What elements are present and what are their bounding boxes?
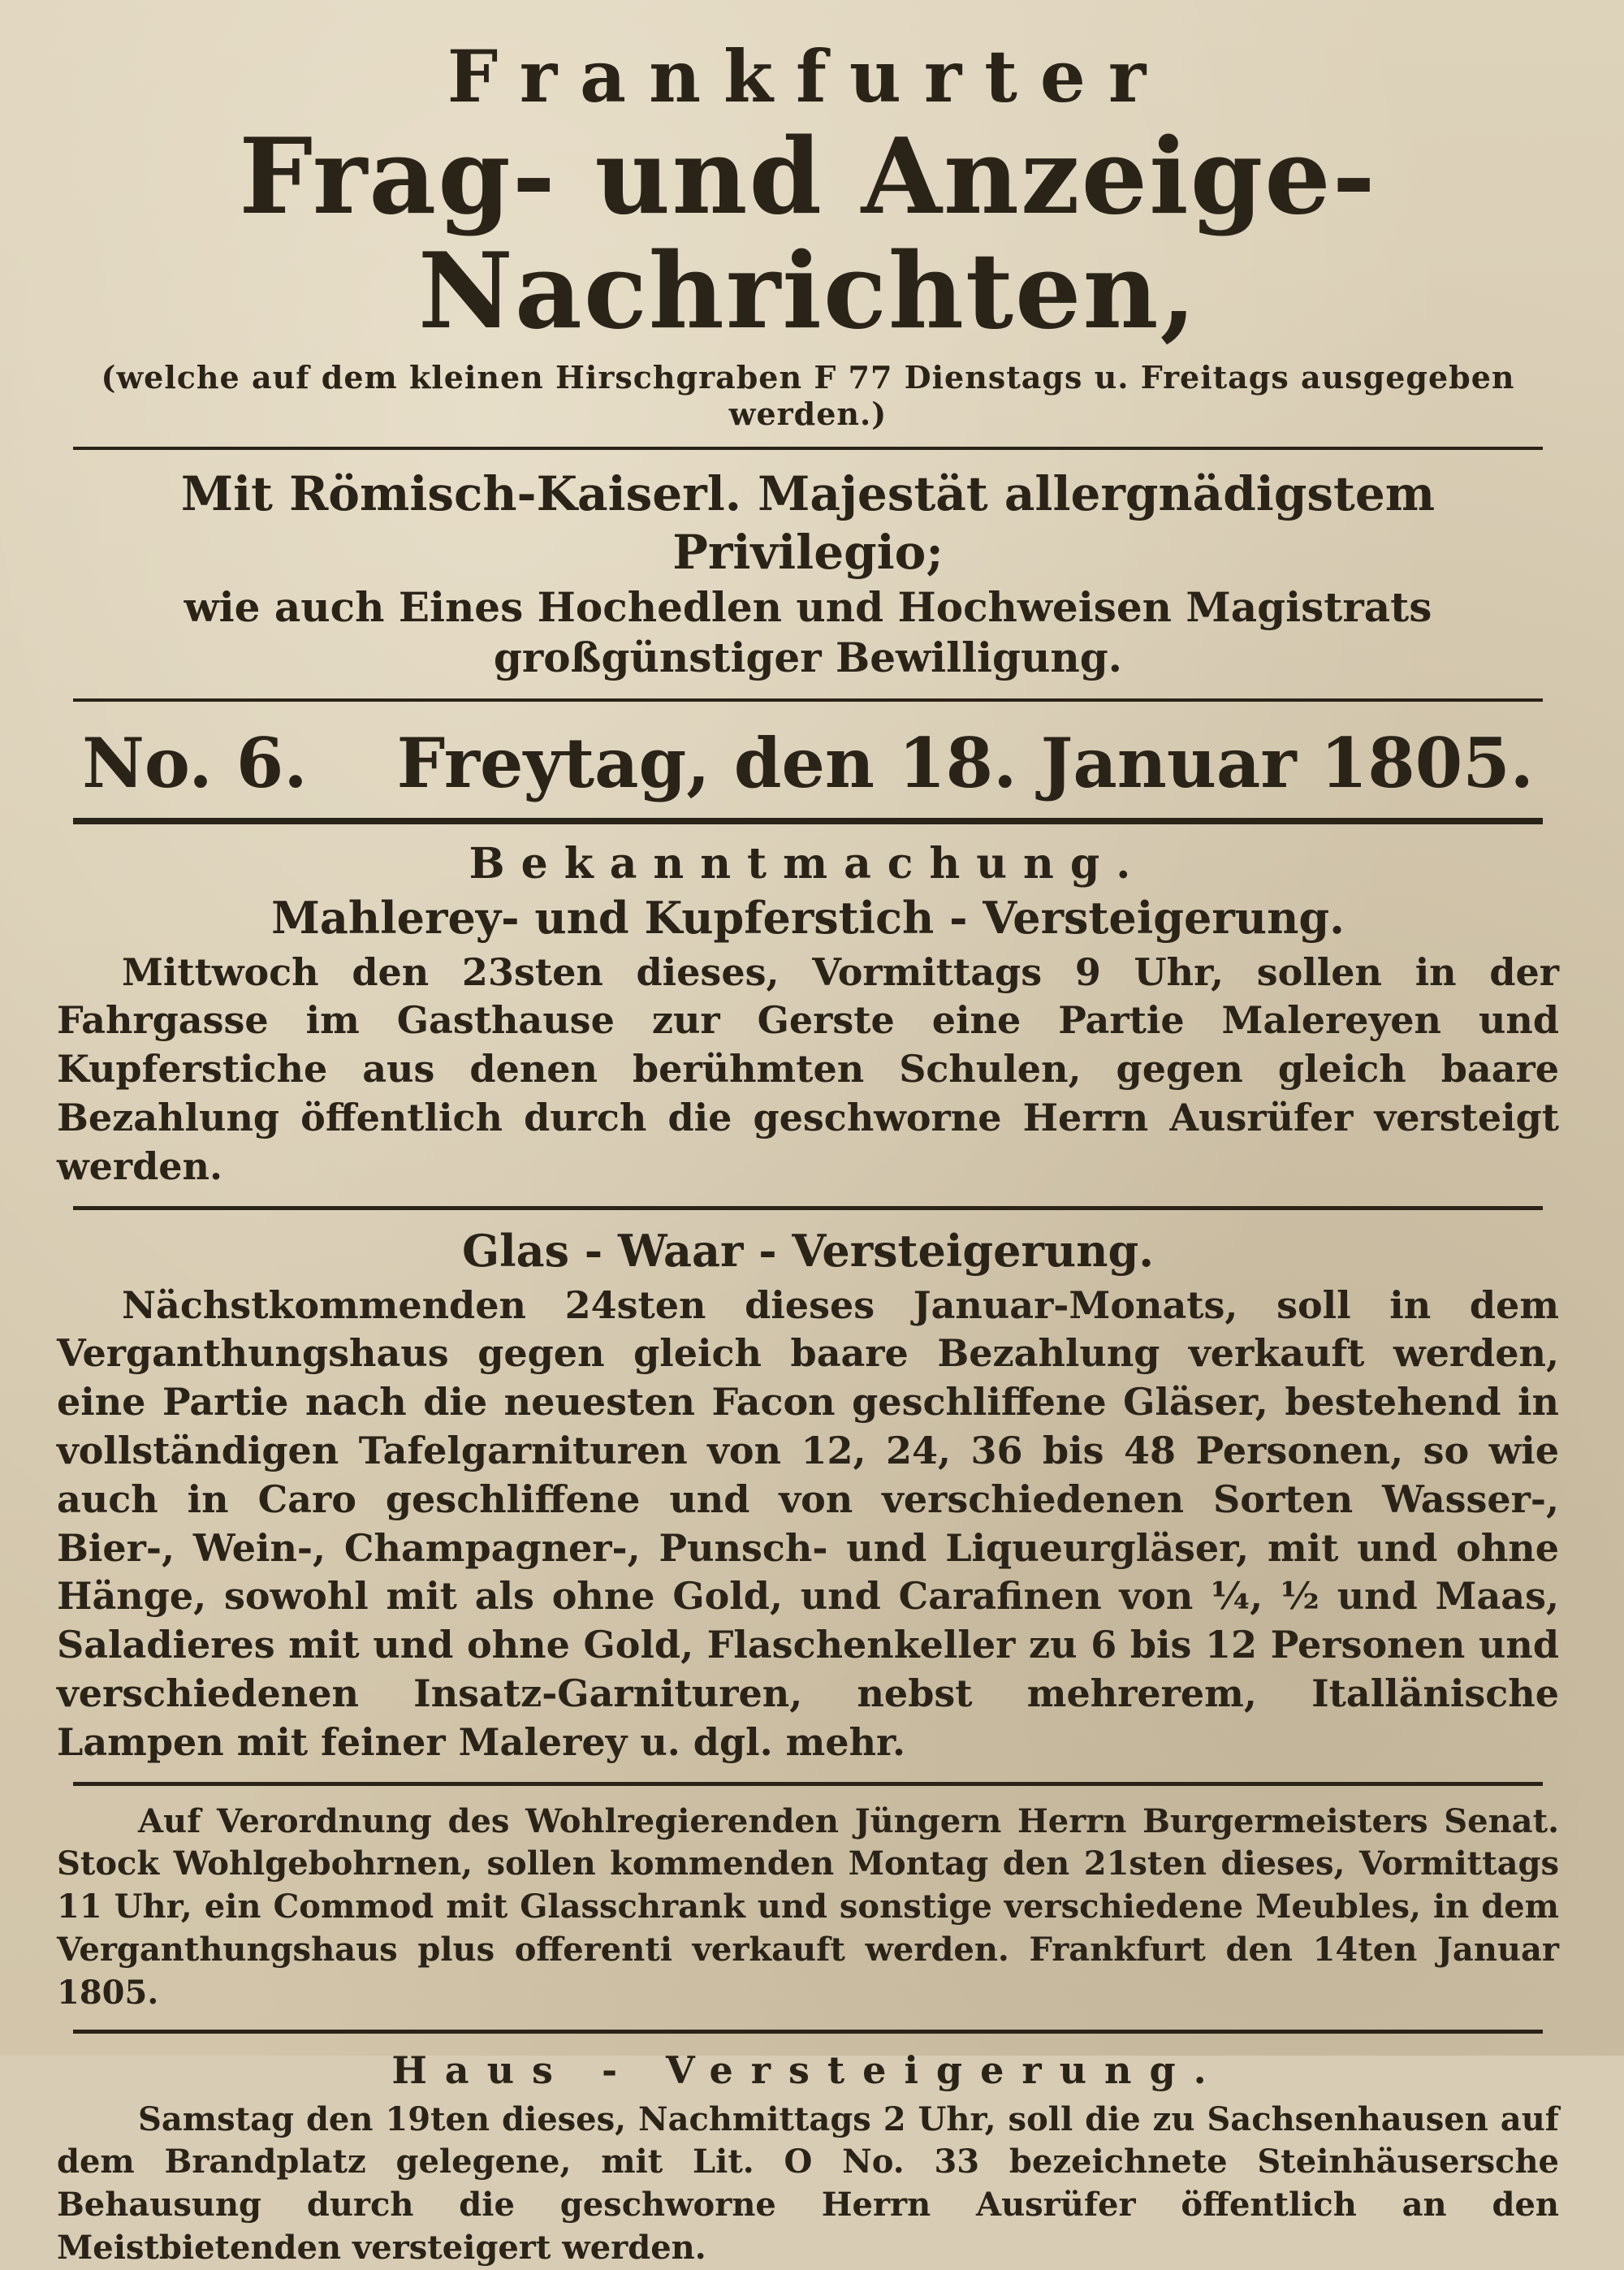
masthead-subtitle: (welche auf dem kleinen Hirschgraben F 77 Dienstags u. Freitags ausgegeben werden.) [101,358,1515,432]
issue-line [49,723,1567,803]
divider [73,698,1543,702]
announcement-text: Mittwoch den 23sten dieses, Vormittags 9 Uhr, sollen in der Fahrgasse im Gasthause zur Gerste eine Partie Malereyen und Kupferstiche aus denen berühmten Schulen, gegen gleich baare Bezahlung öffentlich durch die geschworne Herrn Ausrüfer versteigt werden. [57,949,1559,1188]
masthead-city: Frankfurter [447,34,1169,119]
house-auction-text: Samstag den 19ten dieses, Nachmittags 2 Uhr, soll die zu Sachsenhausen auf dem Brandplatz gelegene, mit Lit. O No. 33 bezeichnete Steinhäusersche Behausung durch die geschworne Herrn Ausrüfer öffentlich an den Meistbietenden versteigert werden. [57,2099,1559,2267]
divider [73,818,1543,824]
privilege-line-1: Mit Römisch-Kaiserl. Majestät allergnädigstem Privilegio; [180,465,1436,581]
divider [73,2030,1543,2034]
divider [73,447,1543,450]
house-auction-title: Haus - Versteigerung. [391,2047,1224,2092]
privilege-line-2: wie auch Eines Hochedlen und Hochweisen Magistrats großgünstiger Bewilligung. [184,582,1432,682]
announcement-subtitle: Mahlerey- und Kupferstich - Versteigerung. [271,891,1345,944]
issue-date: Freytag, den 18. Januar 1805. [396,722,1534,803]
glass-auction-text: Nächstkommenden 24sten dieses Januar-Monats, soll in dem Verganthungshaus gegen gleich baare Bezahlung verkauft werden, eine Partie nach die neuesten Facon geschliffene Gläser, bestehend in vollständigen Tafelgarnituren von 12, 24, 36 bis 48 Personen, so wie auch in Caro geschliffene und von verschiedenen Sorten Wasser-, Bier-, Wein-, Champagner-, Punsch- und Liqueurgläser, mit und ohne Hänge, sowohl mit als ohne Gold, und Carafinen von ¼, ½ und Maas, Saladieres mit und ohne Gold, Flaschenkeller zu 6 bis 12 Personen und verschiedenen Insatz-Garnituren, nebst mehrerem, Itallänische Lampen mit feiner Malerey u. dgl. mehr. [57,1282,1559,1764]
furniture-auction-text: Auf Verordnung des Wohlregierenden Jüngern Herrn Burgermeisters Senat. Stock Wohlgebohrnen, sollen kommenden Montag den 21sten dieses, Vormittags 11 Uhr, ein Commod mit Glasschrank und sonstige verschiedene Meubles, in dem Verganthungshaus plus offerenti verkauft werden. Frankfurt den 14ten Januar 1805. [57,1801,1559,2012]
glass-auction-title: Glas - Waar - Versteigerung. [461,1224,1155,1277]
divider [73,1206,1543,1210]
divider [73,1782,1543,1786]
issue-number: No. 6. [82,722,308,803]
masthead-title: Frag- und Anzeige-Nachrichten, [239,116,1377,352]
announcement-title: Bekanntmachung. [469,838,1147,889]
